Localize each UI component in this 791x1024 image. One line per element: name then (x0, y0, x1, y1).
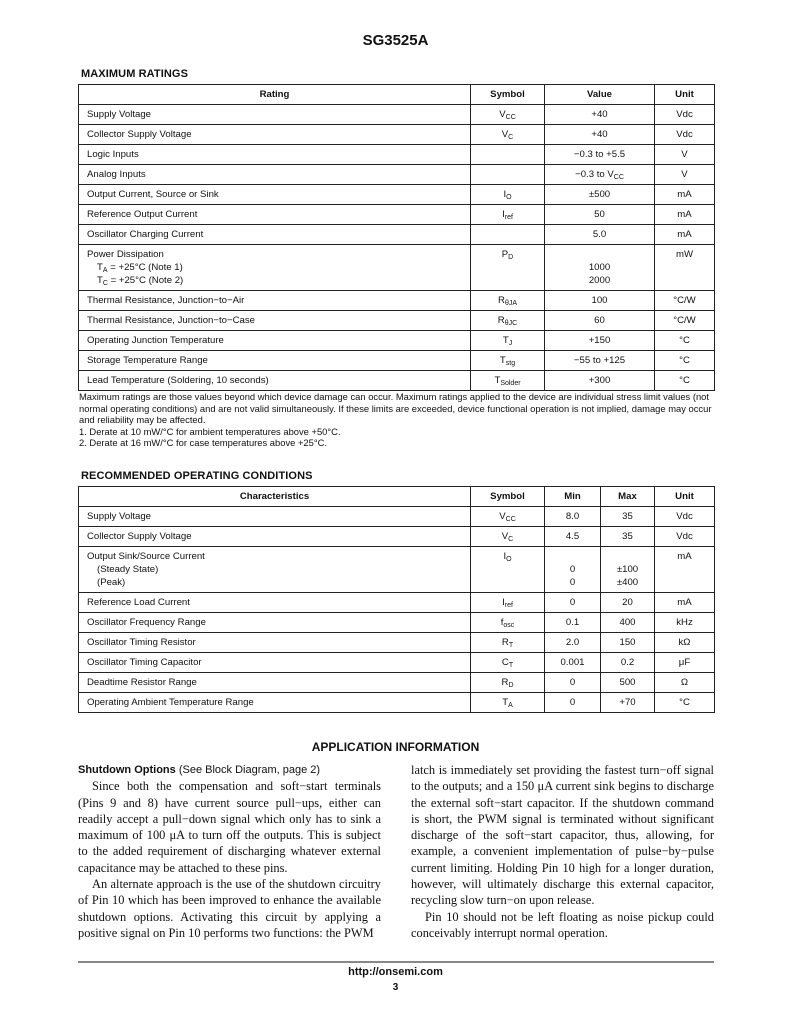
unit-cell: °C/W (655, 311, 715, 331)
table-row (79, 145, 715, 165)
body-paragraph: latch is immediately set providing the fastest turn−off signal to the outputs; and a 150 μA current sink begins to discharge the external soft−start capacitor. If the shutdown command is short, the PWM signal is terminated without significant discharge of the soft−start capacitor, thus, allowing, for example, a convenient implementation of pulse−by−pulse current limiting. Holding Pin 10 high for a longer duration, however, will ultimately discharge this external capacitor, recycling slow turn−on upon release. (411, 763, 714, 908)
table-row (79, 245, 715, 291)
max-cell: 400 (601, 613, 655, 633)
recommended-conditions-table (78, 486, 715, 713)
symbol-cell: $I_O$ (471, 185, 545, 205)
rating-cell: Analog Inputs (79, 165, 471, 185)
symbol-cell: $V_C$ (471, 527, 545, 547)
table-row (79, 105, 715, 125)
unit-cell: Vdc (655, 125, 715, 145)
unit-cell: V (655, 145, 715, 165)
max-ratings-disclaimer: Maximum ratings are those values beyond which device damage can occur. Maximum ratings applied to the device are individual stress limit values (not normal operating conditions) and are not valid simultaneously. If these limits are exceeded, device functional operation is not implied, damage may occur and reliability may be affected. (79, 391, 712, 425)
col-header-symbol: Symbol (471, 487, 545, 507)
rating-cell: Lead Temperature (Soldering, 10 seconds) (79, 371, 471, 391)
value-cell: 1000 2000 (545, 245, 655, 291)
table-row (79, 613, 715, 633)
min-cell: 2.0 (545, 633, 601, 653)
max-cell: 150 (601, 633, 655, 653)
application-right-column (411, 762, 714, 941)
col-header-min: Min (545, 487, 601, 507)
value-cell: −55 to +125 (545, 351, 655, 371)
footer-divider (78, 961, 714, 963)
footer-link[interactable]: http://onsemi.com (348, 966, 443, 978)
max-cell: 500 (601, 673, 655, 693)
max-cell: 20 (601, 593, 655, 613)
rating-cell: Storage Temperature Range (79, 351, 471, 371)
value-cell: +150 (545, 331, 655, 351)
symbol-cell: $R_T$ (471, 633, 545, 653)
unit-cell: mW (655, 245, 715, 291)
unit-cell: mA (655, 547, 715, 593)
rating-cell: Thermal Resistance, Junction−to−Air (79, 291, 471, 311)
rating-cell: Oscillator Charging Current (79, 225, 471, 245)
unit-cell: mA (655, 593, 715, 613)
table-row (79, 593, 715, 613)
max-ratings-notes (79, 391, 715, 449)
max-cell: ±100 ±400 (601, 547, 655, 593)
table-row (79, 205, 715, 225)
symbol-cell: $I_{ref}$ (471, 205, 545, 225)
rating-cell: Thermal Resistance, Junction−to−Case (79, 311, 471, 331)
characteristic-cell: Collector Supply Voltage (79, 527, 471, 547)
unit-cell: Ω (655, 673, 715, 693)
unit-cell: mA (655, 205, 715, 225)
unit-cell: °C (655, 351, 715, 371)
table-header-row (79, 85, 715, 105)
min-cell: 0 (545, 693, 601, 713)
symbol-cell (471, 145, 545, 165)
table-row (79, 351, 715, 371)
unit-cell: μF (655, 653, 715, 673)
characteristic-cell: Oscillator Timing Capacitor (79, 653, 471, 673)
characteristic-cell: Oscillator Frequency Range (79, 613, 471, 633)
max-cell: +70 (601, 693, 655, 713)
table-row (79, 165, 715, 185)
col-header-unit: Unit (655, 487, 715, 507)
max-cell: 35 (601, 527, 655, 547)
table-row (79, 633, 715, 653)
min-cell: 0.001 (545, 653, 601, 673)
value-cell: −0.3 to +5.5 (545, 145, 655, 165)
table-row (79, 185, 715, 205)
table-row (79, 673, 715, 693)
symbol-cell: $T_{Solder}$ (471, 371, 545, 391)
note-1: 1. Derate at 10 mW/°C for ambient temperatures above +50°C. (79, 425, 341, 437)
min-cell: 8.0 (545, 507, 601, 527)
unit-cell: Vdc (655, 527, 715, 547)
unit-cell: °C/W (655, 291, 715, 311)
unit-cell: °C (655, 371, 715, 391)
symbol-cell (471, 165, 545, 185)
unit-cell: Vdc (655, 507, 715, 527)
table-row (79, 371, 715, 391)
table-row (79, 507, 715, 527)
table-row (79, 527, 715, 547)
characteristic-cell: Supply Voltage (79, 507, 471, 527)
col-header-characteristics: Characteristics (79, 487, 471, 507)
col-header-unit: Unit (655, 85, 715, 105)
value-cell: +40 (545, 105, 655, 125)
table-row (79, 693, 715, 713)
symbol-cell: $R_{\theta JC}$ (471, 311, 545, 331)
max-ratings-table (78, 84, 715, 391)
application-info-title: APPLICATION INFORMATION (311, 740, 480, 754)
table-row (79, 225, 715, 245)
col-header-max: Max (601, 487, 655, 507)
symbol-cell (471, 225, 545, 245)
body-paragraph: An alternate approach is the use of the shutdown circuitry of Pin 10 which has been improved to enhance the available shutdown options. Activating this circuit by applying a positive signal on Pin 10 performs two functions: the PWM (78, 877, 381, 940)
rating-cell: Reference Output Current (79, 205, 471, 225)
characteristic-cell: Oscillator Timing Resistor (79, 633, 471, 653)
unit-cell: Vdc (655, 105, 715, 125)
shutdown-options-heading: Shutdown Options (See Block Diagram, page 2) (78, 764, 321, 776)
value-cell: 60 (545, 311, 655, 331)
unit-cell: kHz (655, 613, 715, 633)
rating-cell: Output Current, Source or Sink (79, 185, 471, 205)
value-cell: +40 (545, 125, 655, 145)
body-paragraph: Pin 10 should not be left floating as noise pickup could conceivably interrupt normal operation. (411, 909, 714, 940)
page-number: 3 (392, 982, 399, 993)
symbol-cell: $R_{\theta JA}$ (471, 291, 545, 311)
min-cell: 0 (545, 593, 601, 613)
document-title: SG3525A (362, 32, 429, 49)
table-row (79, 311, 715, 331)
col-header-rating: Rating (79, 85, 471, 105)
value-cell: 50 (545, 205, 655, 225)
min-cell: 4.5 (545, 527, 601, 547)
rating-cell: Power Dissipation $T_A = +25^\circ C$ (Note 1) $T_C = +25^\circ C$ (Note 2) (79, 245, 471, 291)
unit-cell: °C (655, 331, 715, 351)
max-ratings-title: MAXIMUM RATINGS (81, 68, 189, 80)
symbol-cell: $V_{CC}$ (471, 105, 545, 125)
value-cell: ±500 (545, 185, 655, 205)
unit-cell: mA (655, 185, 715, 205)
characteristic-cell: Output Sink/Source Current (Steady State) (Peak) (79, 547, 471, 593)
min-cell: 0 0 (545, 547, 601, 593)
col-header-symbol: Symbol (471, 85, 545, 105)
symbol-cell: $f_{osc}$ (471, 613, 545, 633)
symbol-cell: $P_D$ (471, 245, 545, 291)
symbol-cell: $R_D$ (471, 673, 545, 693)
symbol-cell: $T_{stg}$ (471, 351, 545, 371)
table-row (79, 653, 715, 673)
symbol-cell: $T_J$ (471, 331, 545, 351)
unit-cell: mA (655, 225, 715, 245)
characteristic-cell: Deadtime Resistor Range (79, 673, 471, 693)
value-cell: −0.3 to $V_{CC}$ (545, 165, 655, 185)
rating-cell: Logic Inputs (79, 145, 471, 165)
unit-cell: kΩ (655, 633, 715, 653)
symbol-cell: $T_A$ (471, 693, 545, 713)
unit-cell: V (655, 165, 715, 185)
symbol-cell: $I_{ref}$ (471, 593, 545, 613)
recommended-conditions-title: RECOMMENDED OPERATING CONDITIONS (81, 470, 313, 482)
symbol-cell: $V_C$ (471, 125, 545, 145)
table-row (79, 125, 715, 145)
symbol-cell: $V_{CC}$ (471, 507, 545, 527)
value-cell: 100 (545, 291, 655, 311)
max-cell: 0.2 (601, 653, 655, 673)
table-row (79, 331, 715, 351)
min-cell: 0 (545, 673, 601, 693)
col-header-value: Value (545, 85, 655, 105)
table-row (79, 291, 715, 311)
rating-cell: Operating Junction Temperature (79, 331, 471, 351)
value-cell: +300 (545, 371, 655, 391)
symbol-cell: $C_T$ (471, 653, 545, 673)
body-paragraph: Since both the compensation and soft−start terminals (Pins 9 and 8) have current source pull−ups, either can readily accept a pull−down signal which only has to sink a maximum of 100 μA to turn off the outputs. This is subject to the added requirement of discharging whatever external capacitance may be attached to these pins. (78, 779, 381, 875)
value-cell: 5.0 (545, 225, 655, 245)
characteristic-cell: Operating Ambient Temperature Range (79, 693, 471, 713)
characteristic-cell: Reference Load Current (79, 593, 471, 613)
rating-cell: Supply Voltage (79, 105, 471, 125)
table-header-row (79, 487, 715, 507)
note-2: 2. Derate at 16 mW/°C for case temperatures above +25°C. (79, 437, 327, 448)
min-cell: 0.1 (545, 613, 601, 633)
table-row (79, 547, 715, 593)
application-left-column (78, 762, 381, 941)
symbol-cell: $I_O$ (471, 547, 545, 593)
rating-cell: Collector Supply Voltage (79, 125, 471, 145)
max-cell: 35 (601, 507, 655, 527)
unit-cell: °C (655, 693, 715, 713)
